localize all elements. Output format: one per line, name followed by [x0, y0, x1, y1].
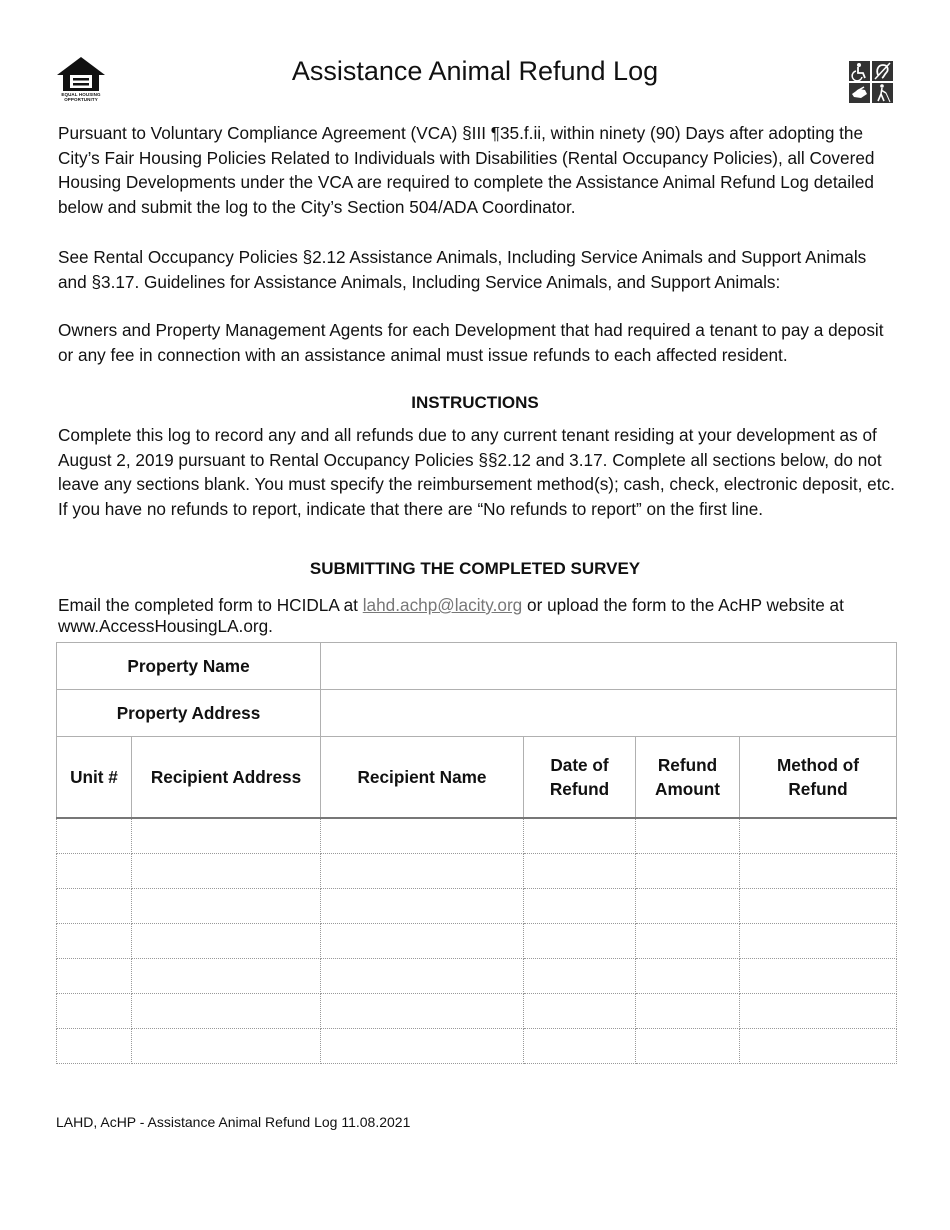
refund-amount-cell[interactable]	[636, 818, 740, 854]
unit-cell[interactable]	[57, 1029, 132, 1064]
column-header-date-of-refund: Date of Refund	[524, 737, 636, 819]
unit-cell[interactable]	[57, 994, 132, 1029]
property-address-label: Property Address	[57, 690, 321, 737]
page-title: Assistance Animal Refund Log	[291, 56, 659, 86]
recipient-name-cell[interactable]	[321, 818, 524, 854]
recipient-address-cell[interactable]	[132, 1029, 321, 1064]
unit-cell[interactable]	[57, 924, 132, 959]
table-row	[57, 1029, 897, 1064]
property-address-row	[57, 690, 897, 737]
table-row	[57, 818, 897, 854]
recipient-name-cell[interactable]	[321, 959, 524, 994]
recipient-name-cell[interactable]	[321, 924, 524, 959]
refund-amount-cell[interactable]	[636, 959, 740, 994]
method-of-refund-cell[interactable]	[740, 959, 897, 994]
date-of-refund-cell[interactable]	[524, 924, 636, 959]
unit-cell[interactable]	[57, 854, 132, 889]
method-of-refund-cell[interactable]	[740, 854, 897, 889]
method-of-refund-cell[interactable]	[740, 924, 897, 959]
recipient-name-cell[interactable]	[321, 889, 524, 924]
table-row	[57, 889, 897, 924]
property-address-field[interactable]	[321, 690, 897, 737]
date-of-refund-cell[interactable]	[524, 854, 636, 889]
unit-cell[interactable]	[57, 818, 132, 854]
submit-text-before: Email the completed form to HCIDLA at	[58, 595, 363, 615]
property-name-label: Property Name	[57, 643, 321, 690]
vca-paragraph: Pursuant to Voluntary Compliance Agreement (VCA) §III ¶35.f.ii, within ninety (90) Days after adopting the City’s Fair Housing Policies Related to Individuals with Disabilities (Rental Occupancy Policies), all Covered Housing Developments under the VCA are required to complete the Assistance Animal Refund Log detailed below and submit the log to the City’s Section 504/ADA Coordinator.	[58, 123, 875, 217]
instructions-paragraph: Complete this log to record any and all refunds due to any current tenant residing at your development as of August 2, 2019 pursuant to Rental Occupancy Policies §§2.12 and 3.17. Complete all sections below, do not leave any sections blank. You must specify the reimbursement method(s); cash, check, electronic deposit, etc. If you have no refunds to report, indicate that there are “No refunds to report” on the first line.	[58, 425, 895, 519]
footer-text: LAHD, AcHP - Assistance Animal Refund Log 11.08.2021	[56, 1114, 411, 1130]
refund-rows	[57, 818, 897, 1064]
column-header-refund-amount: Refund Amount	[636, 737, 740, 819]
method-of-refund-cell[interactable]	[740, 994, 897, 1029]
table-row	[57, 924, 897, 959]
instructions-heading: INSTRUCTIONS	[411, 393, 539, 412]
submit-paragraph	[58, 595, 898, 637]
table-row	[57, 994, 897, 1029]
sign-language-icon	[849, 83, 870, 103]
unit-cell[interactable]	[57, 959, 132, 994]
recipient-address-cell[interactable]	[132, 889, 321, 924]
date-of-refund-cell[interactable]	[524, 818, 636, 854]
table-row	[57, 854, 897, 889]
logo-text: EQUAL HOUSING OPPORTUNITY	[61, 92, 101, 102]
method-of-refund-cell[interactable]	[740, 889, 897, 924]
column-header-unit: Unit #	[57, 737, 132, 819]
property-name-field[interactable]	[321, 643, 897, 690]
recipient-name-cell[interactable]	[321, 994, 524, 1029]
method-of-refund-cell[interactable]	[740, 1029, 897, 1064]
refund-amount-cell[interactable]	[636, 924, 740, 959]
date-of-refund-cell[interactable]	[524, 1029, 636, 1064]
recipient-address-cell[interactable]	[132, 994, 321, 1029]
unit-cell[interactable]	[57, 889, 132, 924]
recipient-address-cell[interactable]	[132, 854, 321, 889]
date-of-refund-cell[interactable]	[524, 889, 636, 924]
submit-text-after: or upload the form to the AcHP website at www.AccessHousingLA.org.	[58, 595, 844, 636]
recipient-address-cell[interactable]	[132, 959, 321, 994]
blind-cane-icon	[872, 83, 893, 103]
hearing-icon	[872, 61, 893, 81]
column-header-recipient-name: Recipient Name	[321, 737, 524, 819]
recipient-address-cell[interactable]	[132, 818, 321, 854]
recipient-address-cell[interactable]	[132, 924, 321, 959]
table-row	[57, 959, 897, 994]
policies-paragraph: See Rental Occupancy Policies §2.12 Assistance Animals, Including Service Animals and Support Animals and §3.17. Guidelines for Assistance Animals, Including Service Animals, and Support Animals:	[58, 247, 867, 292]
submitting-heading: SUBMITTING THE COMPLETED SURVEY	[309, 559, 641, 578]
refund-amount-cell[interactable]	[636, 854, 740, 889]
property-name-row	[57, 643, 897, 690]
recipient-name-cell[interactable]	[321, 854, 524, 889]
recipient-name-cell[interactable]	[321, 1029, 524, 1064]
email-link[interactable]: lahd.achp@lacity.org	[362, 595, 523, 615]
method-of-refund-cell[interactable]	[740, 818, 897, 854]
wheelchair-icon	[849, 61, 870, 81]
column-header-row	[57, 737, 897, 819]
refund-amount-cell[interactable]	[636, 889, 740, 924]
date-of-refund-cell[interactable]	[524, 959, 636, 994]
column-header-method-of-refund: Method of Refund	[740, 737, 897, 819]
accessibility-icons	[849, 61, 893, 103]
column-header-recipient-address: Recipient Address	[132, 737, 321, 819]
refund-amount-cell[interactable]	[636, 1029, 740, 1064]
refund-amount-cell[interactable]	[636, 994, 740, 1029]
refund-log-table	[56, 642, 897, 1064]
owners-paragraph: Owners and Property Management Agents for each Development that had required a tenant to pay a deposit or any fee in connection with an assistance animal must issue refunds to each affected resident.	[58, 320, 884, 365]
date-of-refund-cell[interactable]	[524, 994, 636, 1029]
